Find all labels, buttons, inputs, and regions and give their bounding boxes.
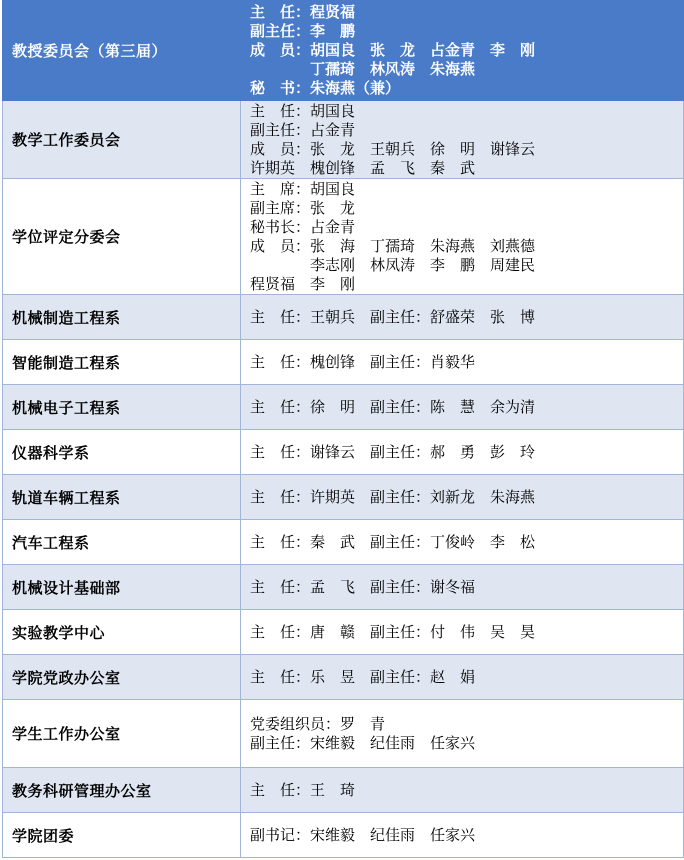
row-members (241, 565, 684, 610)
row-name: 智能制造工程系 (3, 340, 241, 385)
member-line: 副主席：张 龙 (250, 198, 356, 217)
table-row (3, 565, 684, 610)
row-name: 教学工作委员会 (3, 101, 241, 179)
table-row (3, 430, 684, 475)
row-members (241, 430, 684, 475)
member-line: 成 员：张 龙 王朝兵 徐 明 谢锋云 (250, 139, 536, 158)
member-line: 秘书长：占金青 (250, 217, 356, 236)
member-line: 李志刚 林凤涛 李 鹏 周建民 (250, 255, 536, 274)
table-row-header (3, 1, 684, 101)
row-name: 轨道车辆工程系 (3, 475, 241, 520)
member-line: 副主任：宋维毅 纪佳雨 任家兴 (250, 733, 476, 752)
member-line: 秘 书：朱海燕（兼） (250, 79, 401, 97)
table-row (3, 655, 684, 700)
row-name: 教授委员会（第三届） (3, 1, 241, 101)
table-row (3, 101, 684, 179)
member-line: 成 员：胡国良 张 龙 占金青 李 刚 (250, 41, 536, 59)
table-row (3, 768, 684, 813)
member-line: 主 任：程贤福 (250, 3, 356, 21)
table-row (3, 340, 684, 385)
row-members (241, 768, 684, 813)
row-name: 仪器科学系 (3, 430, 241, 475)
member-line: 副主任：占金青 (250, 120, 356, 139)
row-members (241, 475, 684, 520)
member-line: 主 任：胡国良 (250, 101, 356, 120)
member-line: 成 员：张 海 丁孺琦 朱海燕 刘燕德 (250, 236, 536, 255)
member-line: 主 任：乐 昱 副主任：赵 娟 (250, 667, 476, 686)
table-row (3, 610, 684, 655)
row-members (241, 813, 684, 858)
committee-table (2, 0, 684, 858)
row-members (241, 179, 684, 295)
row-members (241, 655, 684, 700)
member-line: 副主任：李 鹏 (250, 22, 356, 40)
table-row (3, 813, 684, 858)
row-name: 教务科研管理办公室 (3, 768, 241, 813)
member-line: 主 任：许期英 副主任：刘新龙 朱海燕 (250, 487, 536, 506)
member-line: 主 任：谢锋云 副主任：郝 勇 彭 玲 (250, 442, 536, 461)
member-line: 程贤福 李 刚 (250, 274, 356, 293)
table-row (3, 295, 684, 340)
member-line: 主 任：秦 武 副主任：丁俊岭 李 松 (250, 532, 536, 551)
row-name: 汽车工程系 (3, 520, 241, 565)
row-name: 学院党政办公室 (3, 655, 241, 700)
member-line: 主 任：槐创锋 副主任：肖毅华 (250, 352, 476, 371)
member-line: 许期英 槐创锋 孟 飞 秦 武 (250, 158, 476, 177)
row-members (241, 101, 684, 179)
member-line: 主 任：徐 明 副主任：陈 慧 余为清 (250, 397, 536, 416)
row-members (241, 340, 684, 385)
member-line: 主 任：唐 赣 副主任：付 伟 吴 昊 (250, 622, 536, 641)
row-name: 实验教学中心 (3, 610, 241, 655)
row-members (241, 610, 684, 655)
row-name: 学生工作办公室 (3, 700, 241, 768)
member-line: 主 席：胡国良 (250, 179, 356, 198)
row-name: 学院团委 (3, 813, 241, 858)
row-name: 机械设计基础部 (3, 565, 241, 610)
table-row (3, 700, 684, 768)
member-line: 副书记：宋维毅 纪佳雨 任家兴 (250, 825, 476, 844)
row-members (241, 700, 684, 768)
member-line: 主 任：孟 飞 副主任：谢冬福 (250, 577, 476, 596)
table-row (3, 520, 684, 565)
member-line: 党委组织员：罗 青 (250, 714, 386, 733)
member-line: 主 任：王 琦 (250, 780, 356, 799)
row-members (241, 295, 684, 340)
row-name: 机械电子工程系 (3, 385, 241, 430)
row-members (241, 1, 684, 101)
row-members (241, 520, 684, 565)
table-row (3, 179, 684, 295)
table-row (3, 475, 684, 520)
row-members (241, 385, 684, 430)
member-line: 丁孺琦 林风涛 朱海燕 (250, 60, 476, 78)
member-line: 主 任：王朝兵 副主任：舒盛荣 张 博 (250, 307, 536, 326)
row-name: 机械制造工程系 (3, 295, 241, 340)
table-row (3, 385, 684, 430)
row-name: 学位评定分委会 (3, 179, 241, 295)
